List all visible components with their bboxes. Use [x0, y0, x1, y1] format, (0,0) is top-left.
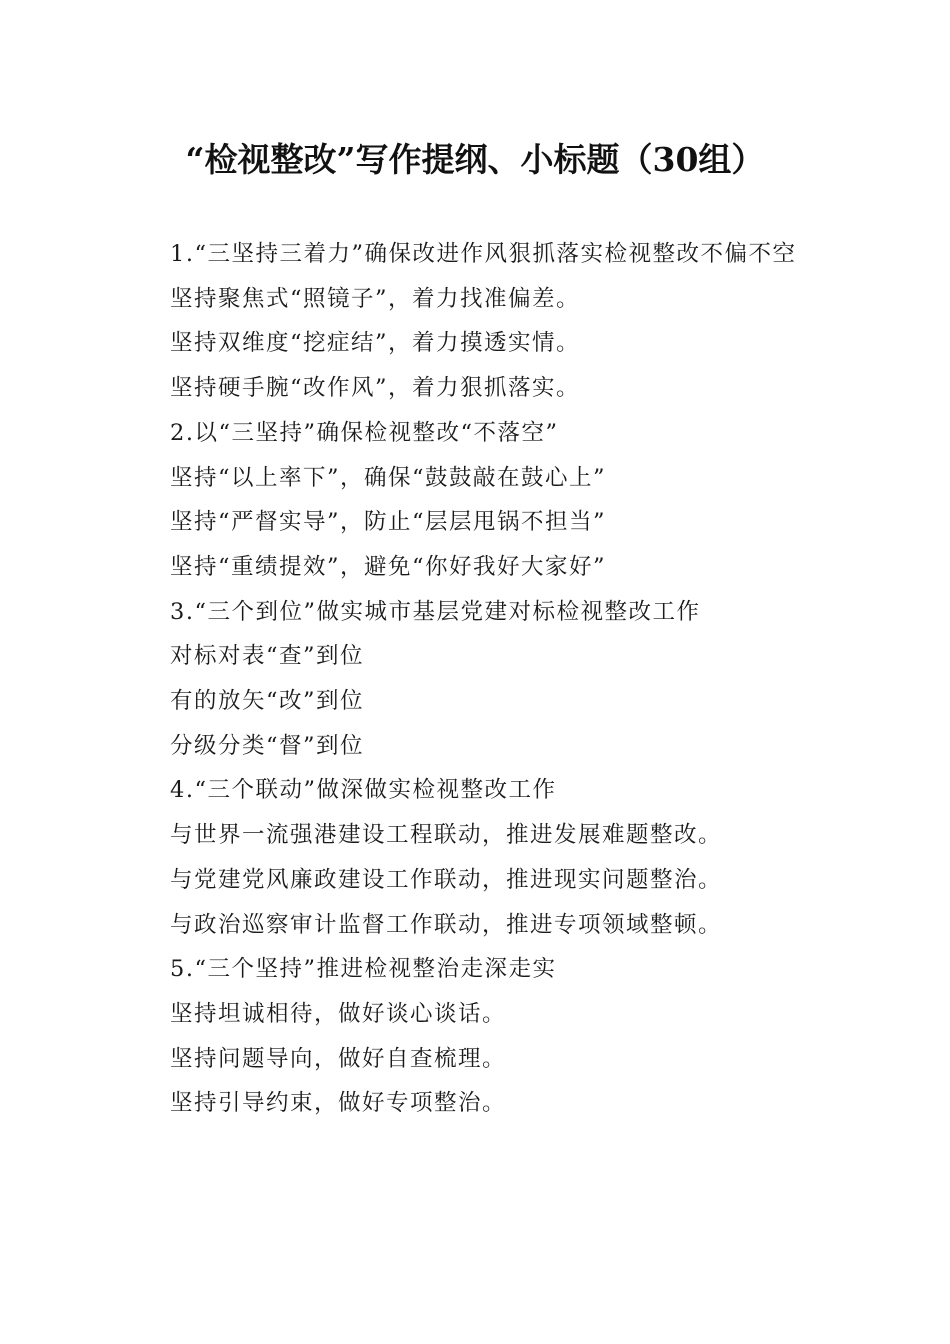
list-item: 坚持“严督实导”，防止“层层甩锅不担当”	[170, 509, 607, 536]
list-item: 坚持聚焦式“照镜子”，着力找准偏差。	[170, 285, 581, 312]
list-item: 坚持“重绩提效”，避免“你好我好大家好”	[170, 553, 607, 580]
list-item: 坚持引导约束，做好专项整治。	[170, 1090, 507, 1117]
list-item: 与党建党风廉政建设工作联动，推进现实问题整治。	[170, 866, 723, 893]
list-item: 坚持硬手腕“改作风”，着力狠抓落实。	[170, 375, 581, 402]
list-item: 坚持“以上率下”，确保“鼓鼓敲在鼓心上”	[170, 464, 607, 491]
list-item: 坚持双维度“挖症结”，着力摸透实情。	[170, 330, 581, 357]
list-item: 坚持问题导向，做好自查梳理。	[170, 1045, 507, 1072]
list-item: 对标对表“查”到位	[170, 643, 365, 670]
section-heading-2: 2.以“三坚持”确保检视整改“不落空”	[170, 419, 559, 446]
section-heading-3: 3.“三个到位”做实城市基层党建对标检视整改工作	[170, 598, 701, 625]
section-heading-5: 5.“三个坚持”推进检视整治走深走实	[170, 956, 557, 983]
list-item: 与政治巡察审计监督工作联动，推进专项领域整顿。	[170, 911, 723, 938]
document-title: “检视整改”写作提纲、小标题（30组）	[185, 140, 765, 179]
document-body	[118, 232, 828, 1126]
list-item: 分级分类“督”到位	[170, 732, 365, 759]
section-heading-1: 1.“三坚持三着力”确保改进作风狠抓落实检视整改不偏不空	[170, 241, 797, 267]
section-heading-4: 4.“三个联动”做深做实检视整改工作	[170, 777, 557, 804]
list-item: 与世界一流强港建设工程联动，推进发展难题整改。	[170, 822, 723, 849]
list-item: 有的放矢“改”到位	[170, 688, 365, 715]
list-item: 坚持坦诚相待，做好谈心谈话。	[170, 1000, 507, 1027]
